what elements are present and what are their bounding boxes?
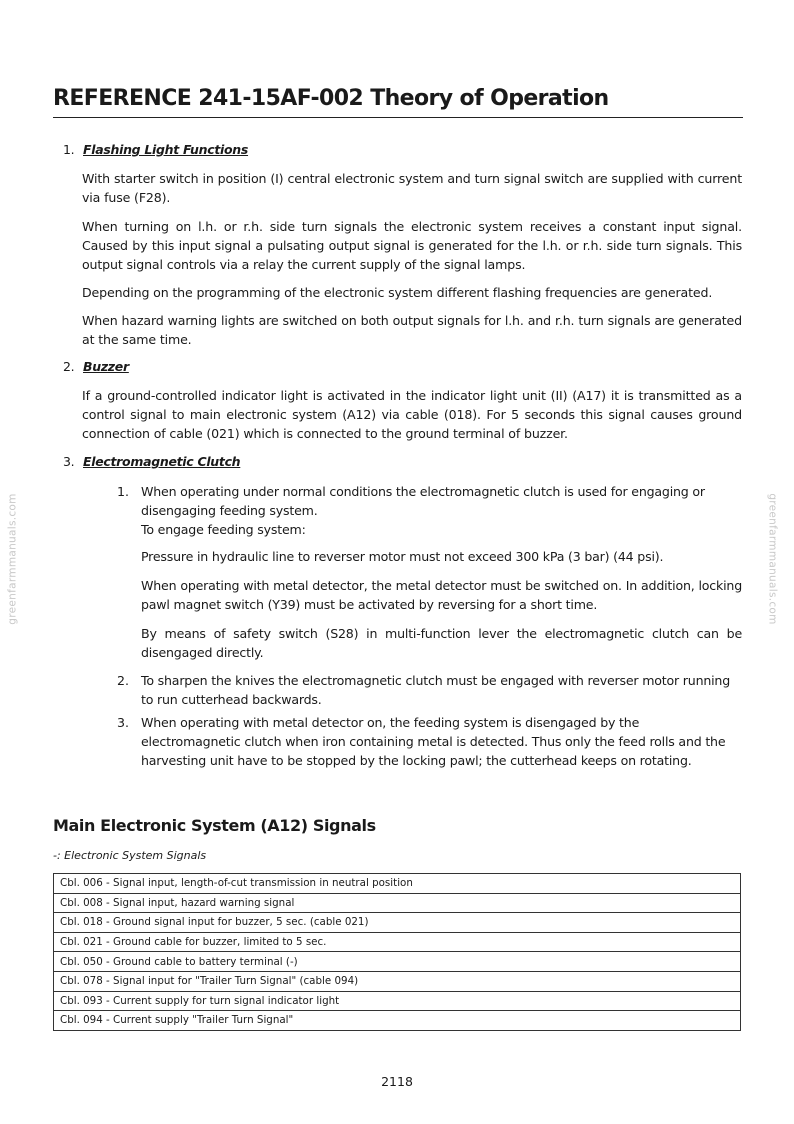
signals-caption: -: Electronic System Signals — [53, 849, 207, 862]
list-item-number: 3. — [117, 715, 130, 730]
paragraph: If a ground-controlled indicator light is activated in the indicator light unit (II) (A17) it is transmitted as a control signal to main electronic system (A12) via cable (018). For 5 seconds this signal causes ground connection of cable (021) which is connected to the ground terminal of buzzer. — [82, 388, 742, 441]
table-cell: Cbl. 021 - Ground cable for buzzer, limited to 5 sec. — [54, 932, 741, 952]
section-number: 1. — [63, 142, 75, 157]
paragraph: When hazard warning lights are switched on both output signals for l.h. and r.h. turn signals are generated at the same time. — [82, 313, 742, 347]
paragraph: When operating with metal detector, the metal detector must be switched on. In addition, locking pawl magnet switch (Y39) must be activated by reversing for a short time. — [141, 578, 742, 612]
paragraph: By means of safety switch (S28) in multi-function lever the electromagnetic clutch can be disengaged directly. — [141, 626, 742, 660]
table-cell: Cbl. 094 - Current supply "Trailer Turn Signal" — [54, 1011, 741, 1031]
table-row — [54, 932, 741, 952]
signals-table — [53, 873, 741, 1031]
paragraph: When turning on l.h. or r.h. side turn signals the electronic system receives a constant input signal. Caused by this input signal a pulsating output signal is generated for the l.h. or r.h. side turn signals. This output signal controls via a relay the current supply of the signal lamps. — [82, 219, 742, 272]
table-row — [54, 991, 741, 1011]
section-title: Flashing Light Functions — [83, 142, 249, 157]
paragraph: With starter switch in position (I) central electronic system and turn signal switch are supplied with current via fuse (F28). — [82, 171, 742, 205]
table-cell: Cbl. 008 - Signal input, hazard warning signal — [54, 893, 741, 913]
table-row — [54, 952, 741, 972]
table-row — [54, 971, 741, 991]
list-item-text: When operating under normal conditions the electromagnetic clutch is used for engaging or disengaging feeding system. — [141, 484, 705, 518]
paragraph: Pressure in hydraulic line to reverser motor must not exceed 300 kPa (3 bar) (44 psi). — [141, 549, 664, 564]
signals-heading: Main Electronic System (A12) Signals — [53, 816, 376, 835]
list-item-text: To sharpen the knives the electromagnetic clutch must be engaged with reverser motor running to run cutterhead backwards. — [141, 673, 731, 707]
table-cell: Cbl. 006 - Signal input, length-of-cut transmission in neutral position — [54, 874, 741, 894]
table-row — [54, 1011, 741, 1031]
list-item-text: When operating with metal detector on, the feeding system is disengaged by the electromagnetic clutch when iron containing metal is detected. Thus only the feed rolls and the harvesting unit have to be stopped by the locking pawl; the cutterhead keeps on rotating. — [141, 715, 726, 768]
table-cell: Cbl. 018 - Ground signal input for buzzer, 5 sec. (cable 021) — [54, 913, 741, 933]
section-heading-flashing-light — [63, 142, 248, 157]
table-row — [54, 874, 741, 894]
section-heading-buzzer — [63, 359, 129, 374]
table-row — [54, 913, 741, 933]
table-cell: Cbl. 093 - Current supply for turn signal indicator light — [54, 991, 741, 1011]
section-heading-electromagnetic-clutch — [63, 454, 240, 469]
section-number: 2. — [63, 359, 75, 374]
list-item-number: 2. — [117, 673, 130, 688]
watermark-right: greenfarmmanuals.com — [766, 493, 779, 625]
section-title: Electromagnetic Clutch — [83, 454, 241, 469]
table-cell: Cbl. 050 - Ground cable to battery terminal (-) — [54, 952, 741, 972]
page-number: 2118 — [381, 1074, 413, 1089]
watermark-left: greenfarmmanuals.com — [6, 493, 19, 625]
section-number: 3. — [63, 454, 75, 469]
section-title: Buzzer — [83, 359, 129, 374]
paragraph: Depending on the programming of the electronic system different flashing frequencies are generated. — [82, 285, 713, 300]
page-title: REFERENCE 241-15AF-002 Theory of Operation — [53, 86, 743, 118]
list-item-number: 1. — [117, 484, 130, 499]
list-item-text: To engage feeding system: — [141, 522, 306, 537]
table-row — [54, 893, 741, 913]
table-cell: Cbl. 078 - Signal input for "Trailer Turn Signal" (cable 094) — [54, 971, 741, 991]
